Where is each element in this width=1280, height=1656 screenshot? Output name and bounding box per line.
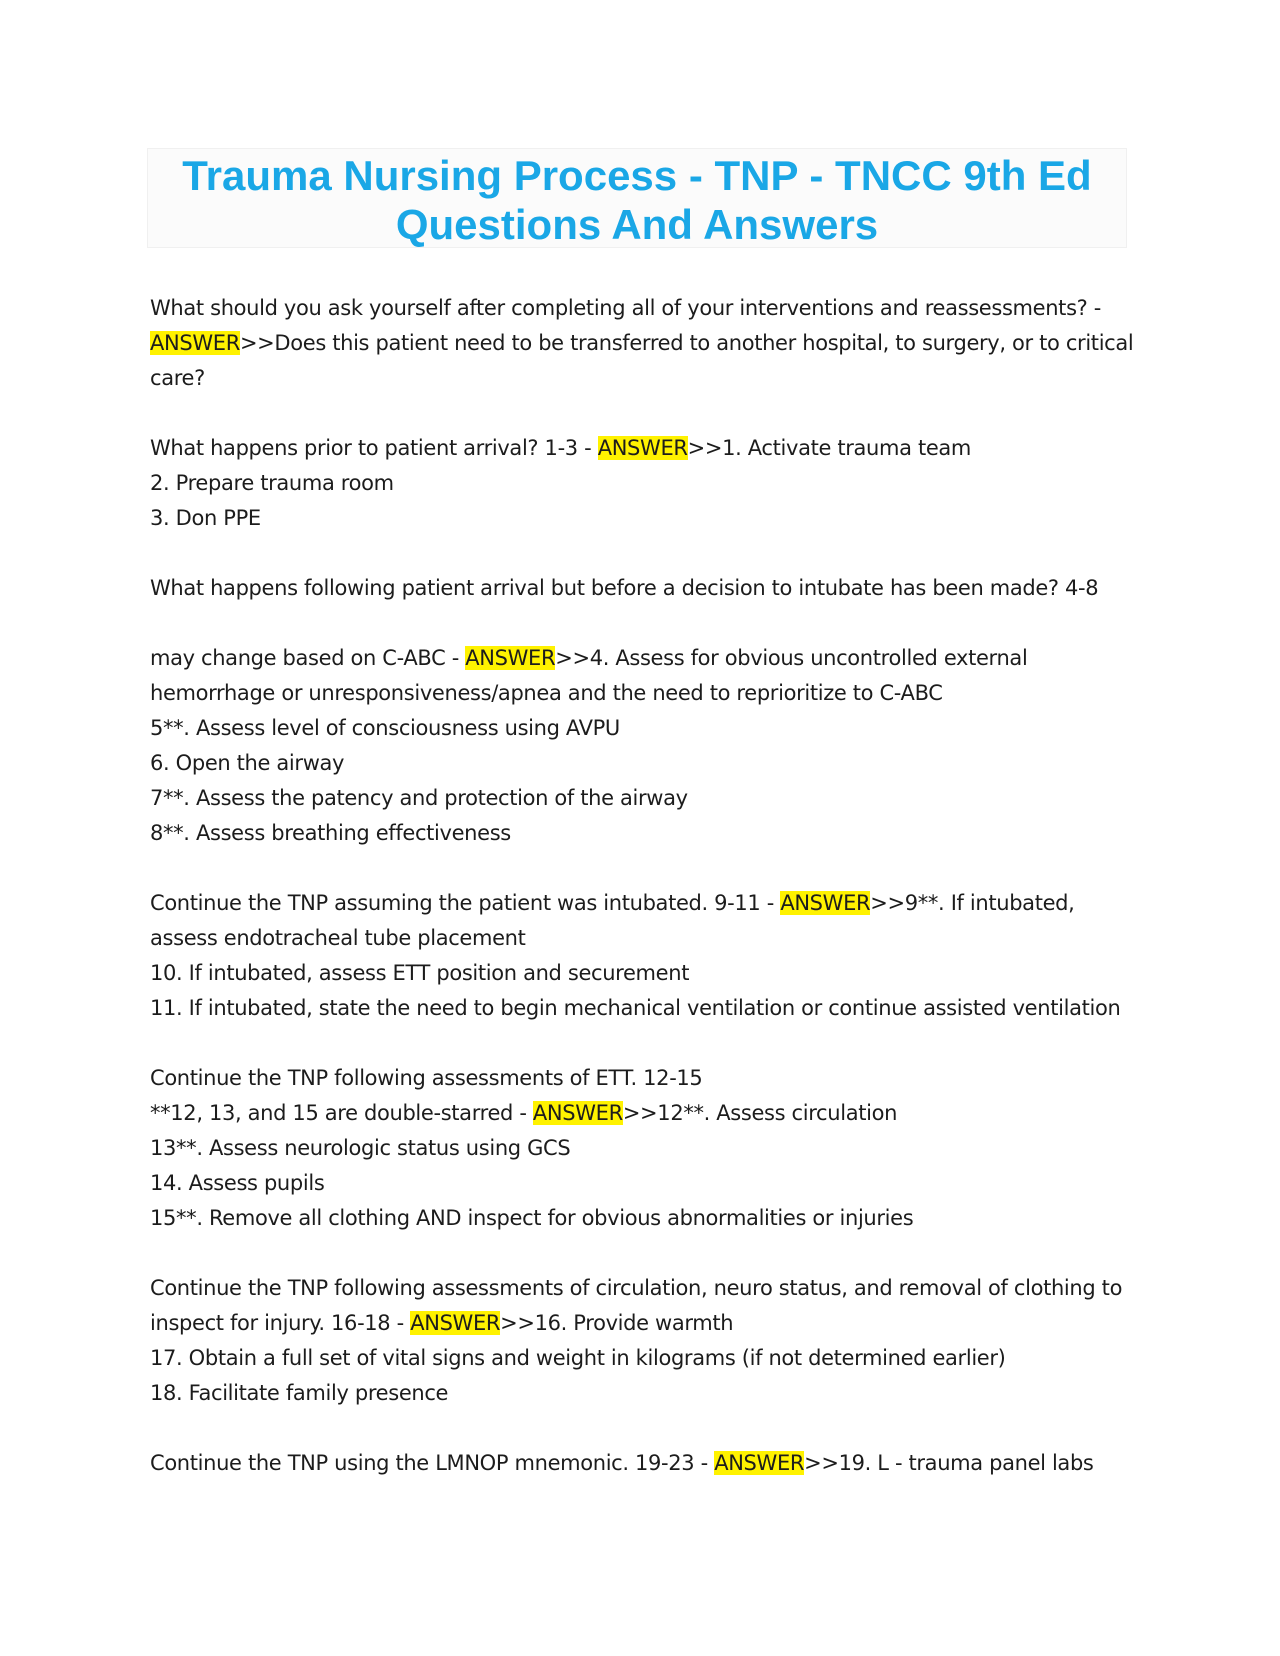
qa-item-5 <box>150 1061 1140 1236</box>
qa-item-1 <box>150 291 1140 396</box>
question-line <box>150 886 1140 921</box>
answer-highlight: ANSWER <box>410 1311 501 1335</box>
qa-content <box>150 291 1140 1516</box>
answer-text: assess endotracheal tube placement <box>150 926 526 950</box>
answer-highlight: ANSWER <box>465 646 556 670</box>
question-text: Continue the TNP following assessments of ETT. 12-15 <box>150 1066 703 1090</box>
answer-text: >>16. Provide warmth <box>500 1311 734 1335</box>
answer-text: 15**. Remove all clothing AND inspect for obvious abnormalities or injuries <box>150 1206 914 1230</box>
blank-line <box>150 606 1140 641</box>
question-line <box>150 1446 1140 1481</box>
question-text: What should you ask yourself after completing all of your interventions and reassessments? - <box>150 296 1102 320</box>
title-line-2: Questions And Answers <box>395 201 879 248</box>
answer-text: care? <box>150 366 205 390</box>
question-text: Continue the TNP assuming the patient was intubated. 9-11 - <box>150 891 781 915</box>
answer-text: 2. Prepare trauma room <box>150 471 394 495</box>
answer-highlight: ANSWER <box>150 331 240 355</box>
question-text: may change based on C-ABC - <box>150 646 466 670</box>
question-text: What happens prior to patient arrival? 1-3 - <box>150 436 598 460</box>
question-text: **12, 13, and 15 are double-starred - <box>150 1101 533 1125</box>
qa-item-7 <box>150 1446 1140 1481</box>
answer-text: 17. Obtain a full set of vital signs and weight in kilograms (if not determined earlier) <box>150 1346 1006 1370</box>
answer-text: 11. If intubated, state the need to begin mechanical ventilation or continue assisted ventilation <box>150 996 1121 1020</box>
question-line <box>150 1306 1140 1341</box>
qa-item-2 <box>150 431 1140 536</box>
answer-text: hemorrhage or unresponsiveness/apnea and the need to reprioritize to C-ABC <box>150 681 943 705</box>
qa-item-6 <box>150 1271 1140 1411</box>
answer-highlight: ANSWER <box>597 436 688 460</box>
question-text: Continue the TNP using the LMNOP mnemonic. 19-23 - <box>150 1451 715 1475</box>
answer-text: 18. Facilitate family presence <box>150 1381 449 1405</box>
answer-text: >>19. L - trauma panel labs <box>804 1451 1094 1475</box>
answer-text: 3. Don PPE <box>150 506 261 530</box>
answer-text: 7**. Assess the patency and protection of the airway <box>150 786 688 810</box>
answer-text: >>12**. Assess circulation <box>622 1101 898 1125</box>
answer-highlight: ANSWER <box>532 1101 623 1125</box>
document-title <box>148 149 1126 249</box>
question-text: inspect for injury. 16-18 - <box>150 1311 411 1335</box>
answer-text: 6. Open the airway <box>150 751 345 775</box>
answer-highlight: ANSWER <box>714 1451 805 1475</box>
answer-text: 10. If intubated, assess ETT position and securement <box>150 961 690 985</box>
question-line <box>150 431 1140 466</box>
qa-item-3 <box>150 571 1140 851</box>
answer-text: >>9**. If intubated, <box>870 891 1075 915</box>
answer-text: >>1. Activate trauma team <box>687 436 972 460</box>
answer-text: >>4. Assess for obvious uncontrolled external <box>555 646 1028 670</box>
answer-text: 13**. Assess neurologic status using GCS <box>150 1136 571 1160</box>
document-title-box <box>147 148 1127 248</box>
answer-text: >>Does this patient need to be transferred to another hospital, to surgery, or to critical <box>239 331 1134 355</box>
title-line-1: Trauma Nursing Process - TNP - TNCC 9th Ed <box>182 152 1092 199</box>
answer-highlight: ANSWER <box>780 891 871 915</box>
answer-text: 8**. Assess breathing effectiveness <box>150 821 511 845</box>
question-line <box>150 641 1140 676</box>
question-line <box>150 1096 1140 1131</box>
answer-text: 5**. Assess level of consciousness using AVPU <box>150 716 620 740</box>
answer-text: 14. Assess pupils <box>150 1171 325 1195</box>
answer-line <box>150 326 1140 361</box>
question-text: Continue the TNP following assessments of circulation, neuro status, and removal of clothing to <box>150 1276 1123 1300</box>
qa-item-4 <box>150 886 1140 1026</box>
question-text: What happens following patient arrival but before a decision to intubate has been made? 4-8 <box>150 576 1099 600</box>
